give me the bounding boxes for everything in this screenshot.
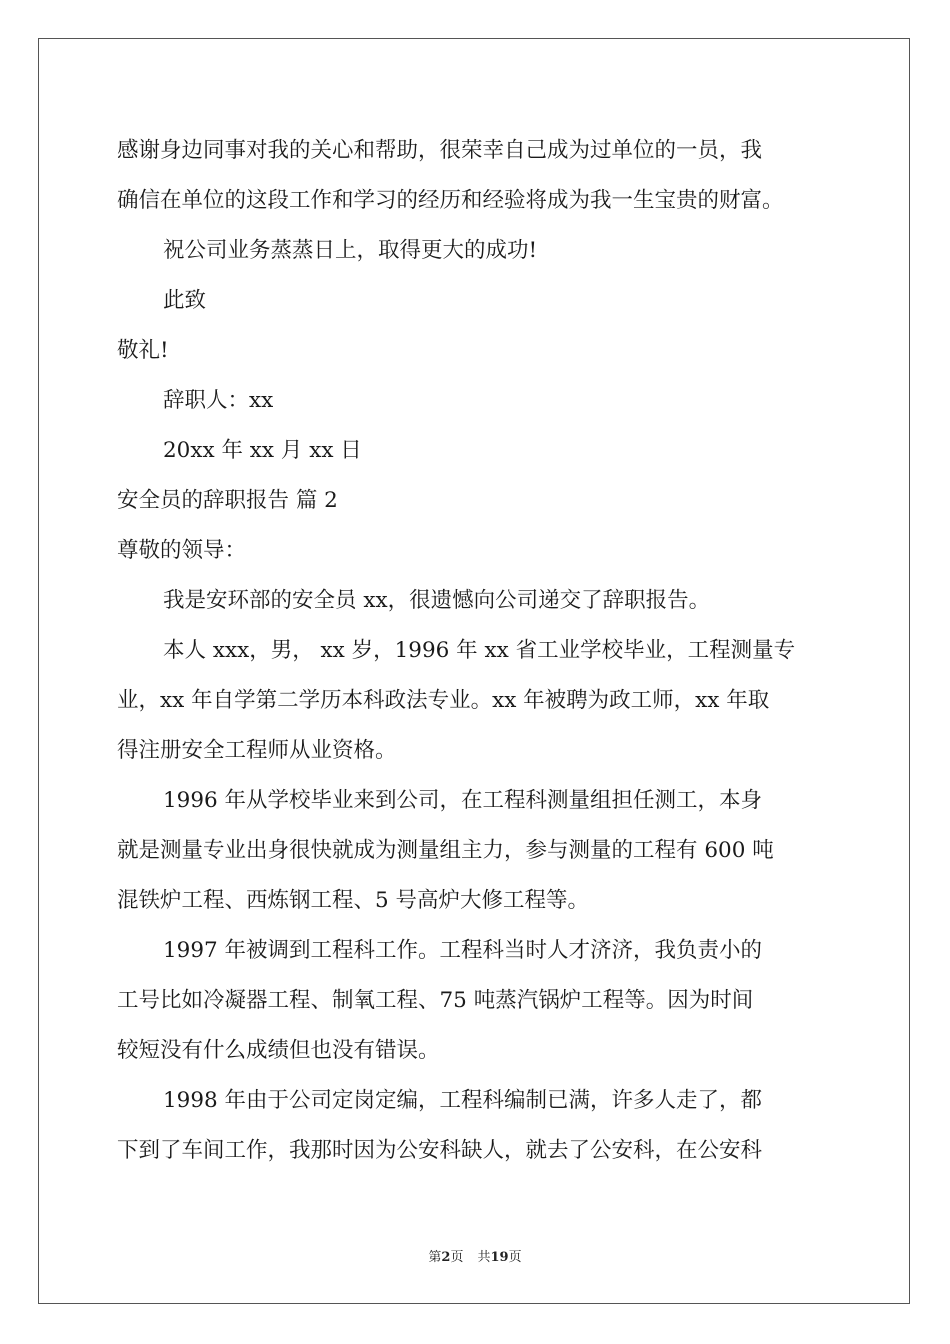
paragraph-line: 就是测量专业出身很快就成为测量组主力，参与测量的工程有 600 吨 <box>117 838 774 863</box>
total-unit: 页 <box>508 1250 522 1265</box>
closing-respect: 敬礼! <box>117 338 169 363</box>
paragraph-line: 祝公司业务蒸蒸日上，取得更大的成功! <box>163 238 538 263</box>
document-body <box>117 126 837 1176</box>
total-prefix: 共 <box>477 1250 491 1265</box>
paragraph-line: 工号比如冷凝器工程、制氧工程、75 吨蒸汽锅炉工程等。因为时间 <box>117 988 754 1013</box>
paragraph-line: 我是安环部的安全员 xx，很遗憾向公司递交了辞职报告。 <box>163 588 711 613</box>
section-heading: 安全员的辞职报告 篇 2 <box>117 488 338 513</box>
paragraph-line: 业，xx 年自学第二学历本科政法专业。xx 年被聘为政工师，xx 年取 <box>117 688 770 713</box>
paragraph-line: 下到了车间工作，我那时因为公安科缺人，就去了公安科，在公安科 <box>117 1138 763 1163</box>
total-page-count: 19 <box>490 1250 509 1265</box>
page-unit: 页 <box>450 1250 464 1265</box>
paragraph-line: 较短没有什么成绩但也没有错误。 <box>117 1038 440 1063</box>
paragraph-line: 确信在单位的这段工作和学习的经历和经验将成为我一生宝贵的财富。 <box>117 188 784 213</box>
paragraph-line: 1997 年被调到工程科工作。工程科当时人才济济，我负责小的 <box>163 938 763 963</box>
paragraph-line: 本人 xxx，男， xx 岁，1996 年 xx 省工业学校毕业，工程测量专 <box>163 638 796 663</box>
paragraph-line: 1996 年从学校毕业来到公司，在工程科测量组担任测工，本身 <box>163 788 763 813</box>
current-page-number: 2 <box>441 1250 451 1265</box>
closing-salutation: 此致 <box>163 288 207 313</box>
greeting-line: 尊敬的领导： <box>117 538 247 563</box>
date-line: 20xx 年 xx 月 xx 日 <box>163 438 362 463</box>
signature-line: 辞职人：xx <box>163 388 274 413</box>
paragraph-line: 感谢身边同事对我的关心和帮助，很荣幸自己成为过单位的一员，我 <box>117 138 763 163</box>
paragraph-line: 混铁炉工程、西炼钢工程、5 号高炉大修工程等。 <box>117 888 590 913</box>
paragraph-line: 1998 年由于公司定岗定编，工程科编制已满，许多人走了，都 <box>163 1088 763 1113</box>
page-footer <box>0 1246 950 1265</box>
paragraph-line: 得注册安全工程师从业资格。 <box>117 738 397 763</box>
page-prefix: 第 <box>428 1250 442 1265</box>
